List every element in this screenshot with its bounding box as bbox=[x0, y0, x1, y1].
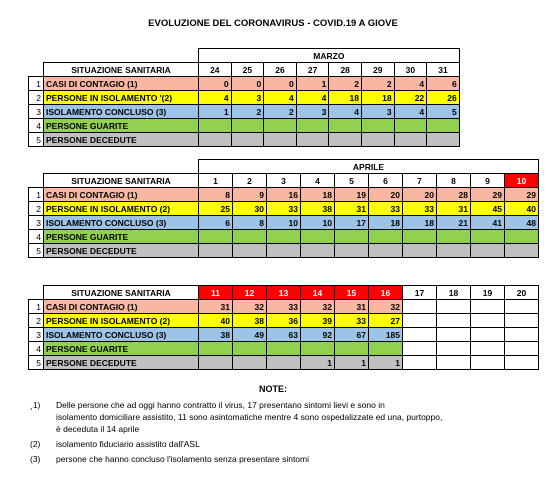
table-cell: 18 bbox=[369, 216, 403, 230]
table-cell bbox=[437, 244, 471, 258]
table-row bbox=[29, 342, 539, 356]
day-header: 7 bbox=[403, 174, 437, 188]
table-cell: 32 bbox=[369, 300, 403, 314]
table-cell bbox=[403, 244, 437, 258]
row-index: 5 bbox=[29, 133, 44, 147]
table-cell: 5 bbox=[427, 105, 460, 119]
table-cell bbox=[403, 300, 437, 314]
row-label: PERSONE DECEDUTE bbox=[44, 356, 199, 370]
table-cell: 1 bbox=[296, 77, 329, 91]
table-cell bbox=[231, 133, 264, 147]
table-cell: 45 bbox=[471, 202, 505, 216]
table-cell: 6 bbox=[199, 216, 233, 230]
table-cell: 3 bbox=[231, 91, 264, 105]
day-header: 13 bbox=[267, 286, 301, 300]
table-cell: 26 bbox=[427, 91, 460, 105]
table-cell: 20 bbox=[369, 188, 403, 202]
table-cell bbox=[369, 342, 403, 356]
table-cell bbox=[233, 342, 267, 356]
month-label: APRILE bbox=[199, 160, 539, 174]
page-title: EVOLUZIONE DEL CORONAVIRUS - COVID.19 A GIOVE bbox=[148, 18, 398, 29]
table-cell: 18 bbox=[403, 216, 437, 230]
table-cell bbox=[301, 244, 335, 258]
row-label: PERSONE DECEDUTE bbox=[44, 244, 199, 258]
row-label: ISOLAMENTO CONCLUSO (3) bbox=[44, 105, 199, 119]
row-index: 1 bbox=[29, 300, 44, 314]
table-row bbox=[29, 105, 460, 119]
table-cell: 31 bbox=[199, 300, 233, 314]
table-cell: 1 bbox=[301, 356, 335, 370]
day-header: 16 bbox=[369, 286, 403, 300]
table-cell bbox=[296, 133, 329, 147]
table-cell bbox=[471, 230, 505, 244]
table-cell: 1 bbox=[369, 356, 403, 370]
table-cell: 2 bbox=[329, 77, 362, 91]
table-cell: 2 bbox=[264, 105, 297, 119]
day-header: 1 bbox=[199, 174, 233, 188]
table-cell bbox=[471, 356, 505, 370]
day-header: 15 bbox=[335, 286, 369, 300]
table-cell bbox=[403, 314, 437, 328]
notes-title: NOTE: bbox=[259, 384, 287, 394]
table-cell bbox=[199, 342, 233, 356]
table-cell bbox=[267, 342, 301, 356]
table-cell: 0 bbox=[264, 77, 297, 91]
table-cell bbox=[437, 342, 471, 356]
table-cell bbox=[267, 244, 301, 258]
table-cell bbox=[403, 230, 437, 244]
table-cell bbox=[427, 119, 460, 133]
table-cell bbox=[505, 230, 539, 244]
table-cell bbox=[403, 356, 437, 370]
table-cell: 31 bbox=[437, 202, 471, 216]
table-cell bbox=[233, 244, 267, 258]
table-cell: 33 bbox=[267, 300, 301, 314]
table-cell: 32 bbox=[233, 300, 267, 314]
table-cell bbox=[403, 342, 437, 356]
day-header: 5 bbox=[335, 174, 369, 188]
row-index: 2 bbox=[29, 91, 44, 105]
table-cell bbox=[369, 244, 403, 258]
day-header: 11 bbox=[199, 286, 233, 300]
table-cell bbox=[437, 356, 471, 370]
table-cell bbox=[427, 133, 460, 147]
table-cell bbox=[329, 119, 362, 133]
row-index: 3 bbox=[29, 216, 44, 230]
table-cell bbox=[471, 244, 505, 258]
table-cell: 6 bbox=[427, 77, 460, 91]
table-3 bbox=[28, 285, 539, 370]
table-cell: 38 bbox=[199, 328, 233, 342]
table-row bbox=[29, 244, 539, 258]
table-row bbox=[29, 133, 460, 147]
table-2 bbox=[28, 159, 539, 258]
row-label: PERSONE IN ISOLAMENTO (2) bbox=[44, 202, 199, 216]
table-cell: 33 bbox=[335, 314, 369, 328]
table-cell bbox=[301, 230, 335, 244]
table-cell: 30 bbox=[233, 202, 267, 216]
row-index: 4 bbox=[29, 230, 44, 244]
table-cell: 8 bbox=[233, 216, 267, 230]
day-header: 28 bbox=[329, 63, 362, 77]
table-cell bbox=[471, 328, 505, 342]
note-line: isolamento fiduciario assistito dall'ASL bbox=[56, 439, 200, 449]
day-header: 10 bbox=[505, 174, 539, 188]
table-cell bbox=[264, 119, 297, 133]
table-cell: 21 bbox=[437, 216, 471, 230]
table-cell: 4 bbox=[199, 91, 232, 105]
table-cell: 63 bbox=[267, 328, 301, 342]
table-cell bbox=[394, 119, 427, 133]
row-index: 3 bbox=[29, 105, 44, 119]
row-index: 2 bbox=[29, 202, 44, 216]
row-label: ISOLAMENTO CONCLUSO (3) bbox=[44, 216, 199, 230]
table-cell bbox=[233, 230, 267, 244]
day-header: 27 bbox=[296, 63, 329, 77]
table-cell: 0 bbox=[199, 77, 232, 91]
day-header: 12 bbox=[233, 286, 267, 300]
note-line: è deceduta il 14 aprile bbox=[56, 424, 140, 434]
table-cell bbox=[264, 133, 297, 147]
table-cell: 33 bbox=[403, 202, 437, 216]
table-cell bbox=[301, 342, 335, 356]
note-item bbox=[30, 399, 540, 435]
day-header: 6 bbox=[369, 174, 403, 188]
day-header: 19 bbox=[471, 286, 505, 300]
table-cell: 49 bbox=[233, 328, 267, 342]
row-index: 1 bbox=[29, 188, 44, 202]
row-label: CASI DI CONTAGIO (1) bbox=[44, 77, 199, 91]
table-cell: 18 bbox=[361, 91, 394, 105]
table-cell: 29 bbox=[471, 188, 505, 202]
month-spacer bbox=[29, 160, 199, 174]
table-cell: 29 bbox=[505, 188, 539, 202]
table-cell: 4 bbox=[264, 91, 297, 105]
table-cell: 19 bbox=[335, 188, 369, 202]
table-cell: 4 bbox=[394, 77, 427, 91]
table-row bbox=[29, 77, 460, 91]
table-cell bbox=[437, 230, 471, 244]
row-header: SITUAZIONE SANITARIA bbox=[44, 286, 199, 300]
row-index: 1 bbox=[29, 77, 44, 91]
table-cell bbox=[329, 133, 362, 147]
row-label: CASI DI CONTAGIO (1) bbox=[44, 188, 199, 202]
row-label: PERSONE GUARITE bbox=[44, 119, 199, 133]
table-cell bbox=[335, 230, 369, 244]
note-line: persone che hanno concluso l'isolamento senza presentare sintomi bbox=[56, 454, 309, 464]
table-cell: 10 bbox=[301, 216, 335, 230]
day-header: 31 bbox=[427, 63, 460, 77]
table-cell: 3 bbox=[361, 105, 394, 119]
row-label: PERSONE GUARITE bbox=[44, 230, 199, 244]
table-cell bbox=[296, 119, 329, 133]
table-cell: 185 bbox=[369, 328, 403, 342]
day-header: 8 bbox=[437, 174, 471, 188]
table-cell: 20 bbox=[403, 188, 437, 202]
table-cell: 67 bbox=[335, 328, 369, 342]
table-cell: 38 bbox=[301, 202, 335, 216]
table-cell bbox=[505, 314, 539, 328]
month-spacer bbox=[29, 49, 199, 63]
table-cell bbox=[394, 133, 427, 147]
table-cell: 16 bbox=[267, 188, 301, 202]
table-cell bbox=[361, 119, 394, 133]
table-cell bbox=[199, 230, 233, 244]
table-row bbox=[29, 202, 539, 216]
table-row bbox=[29, 328, 539, 342]
row-index: 4 bbox=[29, 342, 44, 356]
note-line: Delle persone che ad oggi hanno contratto il virus, 17 presentano sintomi lievi e sono in bbox=[56, 400, 385, 410]
row-index: 4 bbox=[29, 119, 44, 133]
table-cell bbox=[335, 244, 369, 258]
note-item bbox=[30, 438, 540, 450]
table-cell: 1 bbox=[199, 105, 232, 119]
row-index: 5 bbox=[29, 356, 44, 370]
table-cell: 17 bbox=[335, 216, 369, 230]
row-label: PERSONE GUARITE bbox=[44, 342, 199, 356]
table-cell: 31 bbox=[335, 300, 369, 314]
day-header: 25 bbox=[231, 63, 264, 77]
table-row bbox=[29, 91, 460, 105]
note-marker: (3) bbox=[30, 454, 41, 464]
day-header: 17 bbox=[403, 286, 437, 300]
table-row bbox=[29, 216, 539, 230]
day-header: 4 bbox=[301, 174, 335, 188]
table-cell bbox=[267, 356, 301, 370]
table-cell bbox=[199, 133, 232, 147]
table-cell bbox=[233, 356, 267, 370]
table-cell: 4 bbox=[296, 91, 329, 105]
table-cell: 4 bbox=[394, 105, 427, 119]
day-header: 20 bbox=[505, 286, 539, 300]
day-header: 29 bbox=[361, 63, 394, 77]
table-cell: 25 bbox=[199, 202, 233, 216]
header-index-spacer bbox=[29, 286, 44, 300]
table-cell bbox=[199, 244, 233, 258]
table-cell bbox=[403, 328, 437, 342]
table-cell bbox=[199, 119, 232, 133]
table-cell: 33 bbox=[267, 202, 301, 216]
table-cell: 18 bbox=[301, 188, 335, 202]
row-index: 5 bbox=[29, 244, 44, 258]
table-cell bbox=[335, 342, 369, 356]
day-header: 9 bbox=[471, 174, 505, 188]
table-cell: 1 bbox=[335, 356, 369, 370]
table-cell: 40 bbox=[199, 314, 233, 328]
table-cell: 31 bbox=[335, 202, 369, 216]
table-cell: 40 bbox=[505, 202, 539, 216]
header-index-spacer bbox=[29, 174, 44, 188]
table-cell: 27 bbox=[369, 314, 403, 328]
row-label: ISOLAMENTO CONCLUSO (3) bbox=[44, 328, 199, 342]
table-cell bbox=[369, 230, 403, 244]
table-cell bbox=[471, 300, 505, 314]
table-cell bbox=[471, 314, 505, 328]
row-label: PERSONE DECEDUTE bbox=[44, 133, 199, 147]
table-row bbox=[29, 356, 539, 370]
day-header: 30 bbox=[394, 63, 427, 77]
table-1 bbox=[28, 48, 460, 147]
table-cell: 2 bbox=[231, 105, 264, 119]
table-cell: 33 bbox=[369, 202, 403, 216]
table-cell: 38 bbox=[233, 314, 267, 328]
table-cell bbox=[437, 314, 471, 328]
day-header: 14 bbox=[301, 286, 335, 300]
table-cell bbox=[505, 356, 539, 370]
table-cell: 92 bbox=[301, 328, 335, 342]
table-cell: 8 bbox=[199, 188, 233, 202]
table-cell bbox=[471, 342, 505, 356]
table-row bbox=[29, 314, 539, 328]
table-cell bbox=[267, 230, 301, 244]
table-row bbox=[29, 300, 539, 314]
table-row bbox=[29, 230, 539, 244]
table-cell: 32 bbox=[301, 300, 335, 314]
row-header: SITUAZIONE SANITARIA bbox=[44, 63, 199, 77]
table-cell: 28 bbox=[437, 188, 471, 202]
day-header: 2 bbox=[233, 174, 267, 188]
note-item bbox=[30, 453, 540, 465]
row-label: PERSONE IN ISOLAMENTO '(2) bbox=[44, 91, 199, 105]
row-label: PERSONE IN ISOLAMENTO (2) bbox=[44, 314, 199, 328]
table-cell bbox=[437, 300, 471, 314]
table-cell bbox=[199, 356, 233, 370]
day-header: 26 bbox=[264, 63, 297, 77]
row-index: 3 bbox=[29, 328, 44, 342]
table-row bbox=[29, 119, 460, 133]
table-cell bbox=[361, 133, 394, 147]
table-cell: 3 bbox=[296, 105, 329, 119]
header-index-spacer bbox=[29, 63, 44, 77]
table-cell bbox=[505, 300, 539, 314]
table-cell: 0 bbox=[231, 77, 264, 91]
note-marker: ¸1) bbox=[30, 400, 41, 410]
table-cell bbox=[437, 328, 471, 342]
note-line: isolamento domiciliare assistito, 11 sono asintomatiche mentre 4 sono ospedalizzate ed una, purtoppo, bbox=[56, 412, 443, 422]
table-cell: 36 bbox=[267, 314, 301, 328]
table-cell: 9 bbox=[233, 188, 267, 202]
day-header: 18 bbox=[437, 286, 471, 300]
table-cell: 2 bbox=[361, 77, 394, 91]
table-cell: 22 bbox=[394, 91, 427, 105]
table-cell bbox=[231, 119, 264, 133]
table-cell: 48 bbox=[505, 216, 539, 230]
table-cell: 10 bbox=[267, 216, 301, 230]
table-cell: 39 bbox=[301, 314, 335, 328]
day-header: 3 bbox=[267, 174, 301, 188]
table-cell bbox=[505, 244, 539, 258]
table-cell: 18 bbox=[329, 91, 362, 105]
row-index: 2 bbox=[29, 314, 44, 328]
day-header: 24 bbox=[199, 63, 232, 77]
table-cell bbox=[505, 342, 539, 356]
month-label: MARZO bbox=[199, 49, 460, 63]
row-label: CASI DI CONTAGIO (1) bbox=[44, 300, 199, 314]
table-cell bbox=[505, 328, 539, 342]
row-header: SITUAZIONE SANITARIA bbox=[44, 174, 199, 188]
table-row bbox=[29, 188, 539, 202]
table-cell: 41 bbox=[471, 216, 505, 230]
note-marker: (2) bbox=[30, 439, 41, 449]
table-cell: 4 bbox=[329, 105, 362, 119]
